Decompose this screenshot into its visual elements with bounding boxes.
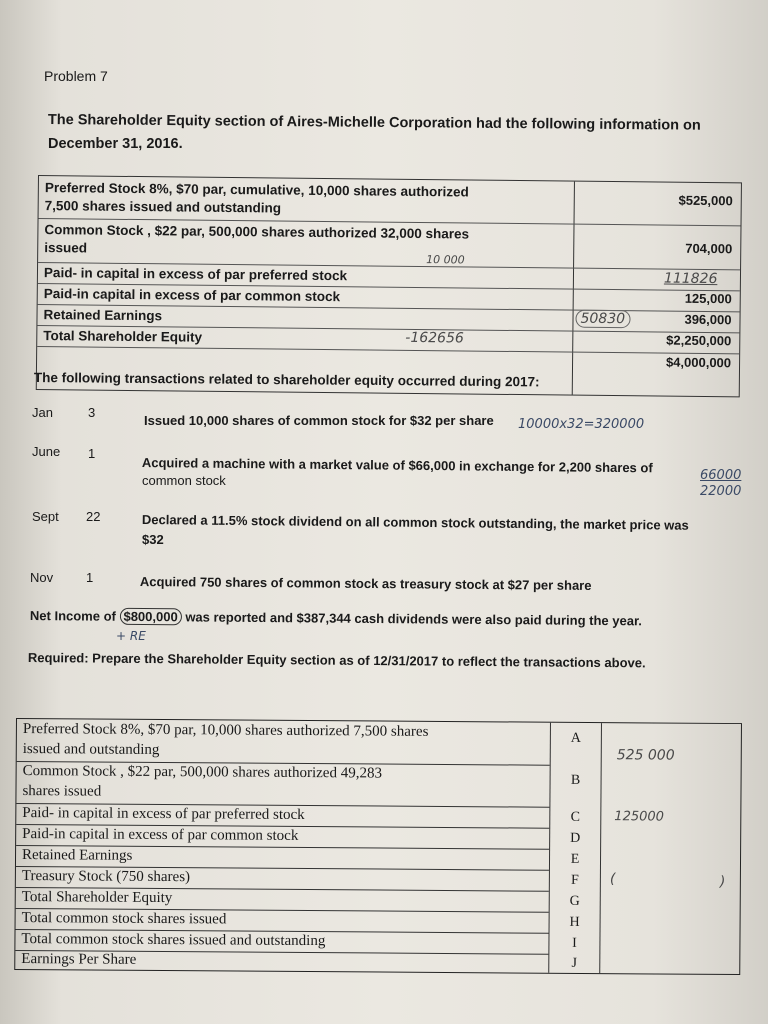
txn-month: Jan: [32, 405, 53, 420]
row-label-common-2: issued: [44, 240, 88, 256]
row-label-preferred-2: 7,500 shares issued and outstanding: [44, 198, 282, 216]
answer-row-shares-outstanding: Total common stock shares issued and outstanding: [21, 931, 326, 950]
net-income-prefix: Net Income of: [29, 608, 120, 624]
txn-text: Acquired a machine with a market value of $66,000 in exchange for 2,200 shares of: [141, 455, 653, 476]
amount-preferred: $525,000: [678, 192, 733, 209]
handwritten-answer-a: 525 000: [616, 747, 675, 764]
answer-letter: E: [570, 851, 580, 867]
answer-letter: I: [572, 935, 577, 951]
answer-letter: D: [570, 830, 581, 846]
row-label-pic-common: Paid-in capital in excess of par common stock: [43, 286, 341, 305]
intro-line-1: The Shareholder Equity section of Aires-Michelle Corporation had the following information on: [47, 112, 701, 134]
txn-month: Nov: [30, 570, 54, 585]
net-income-line: [30, 608, 642, 628]
handwritten-close-paren: ): [719, 873, 726, 890]
amount-pic-common: 396,000: [684, 311, 732, 328]
answer-row-shares-issued: Total common stock shares issued: [21, 910, 227, 928]
answer-letter: A: [570, 730, 581, 746]
answer-letter: G: [569, 893, 580, 909]
problem-title: Problem 7: [44, 68, 108, 84]
txn-text-2: common stock: [142, 473, 226, 488]
txn-text: Declared a 11.5% stock dividend on all common stock outstanding, the market price was: [141, 512, 689, 533]
answer-row-eps: Earnings Per Share: [21, 951, 137, 968]
answer-row-preferred: Preferred Stock 8%, $70 par, 10,000 shares authorized 7,500 shares: [22, 721, 429, 740]
txn-day: 3: [88, 405, 96, 420]
handwritten-pic-preferred: 111826: [663, 270, 718, 288]
net-income-suffix: was reported and $387,344 cash dividends were also paid during the year.: [181, 609, 643, 629]
answer-row-common: Common Stock , $22 par, 500,000 shares authorized 49,283: [22, 763, 383, 782]
row-label-retained: Retained Earnings: [43, 307, 163, 324]
txn-day: 22: [86, 509, 101, 524]
row-label-common: Common Stock , $22 par, 500,000 shares authorized 32,000 shares: [44, 222, 470, 242]
column-divider: [599, 723, 602, 973]
txn-day: 1: [88, 446, 96, 461]
equity-2016-table: [33, 175, 742, 397]
answer-row-preferred-2: issued and outstanding: [22, 741, 160, 759]
txn-text: Issued 10,000 shares of common stock for $32 per share: [144, 413, 494, 428]
row-divider: [37, 346, 739, 354]
amount-total: $4,000,000: [665, 354, 732, 371]
handwritten-shares-note: 10 000: [426, 253, 465, 267]
handwritten-pic-common: 50830: [575, 310, 630, 329]
amount-retained: $2,250,000: [666, 332, 732, 349]
amount-pic-preferred: 125,000: [684, 290, 732, 307]
txn-text-2: $32: [142, 532, 164, 547]
answer-row-pic-common: Paid-in capital in excess of par common stock: [22, 826, 299, 844]
handwritten-june-shares: 22000: [700, 484, 742, 499]
answer-letter: C: [570, 809, 581, 825]
net-income-amount: $800,000: [119, 608, 181, 626]
txn-month: June: [32, 444, 61, 459]
intro-line-2: December 31, 2016.: [48, 136, 183, 152]
answer-row-retained: Retained Earnings: [21, 847, 133, 864]
txn-month: Sept: [32, 509, 59, 524]
answer-letter: F: [570, 872, 579, 888]
row-label-preferred: Preferred Stock 8%, $70 par, cumulative, 10,000 shares authorized: [44, 180, 469, 200]
txn-text: Acquired 750 shares of common stock as treasury stock at $27 per share: [139, 574, 592, 593]
row-label-pic-preferred: Paid- in capital in excess of par preferred stock: [43, 265, 348, 284]
handwritten-answer-c: 125000: [614, 809, 665, 825]
answer-row-total-equity: Total Shareholder Equity: [21, 889, 173, 907]
answer-table: [14, 718, 742, 975]
handwritten-plus-re: + RE: [116, 629, 146, 643]
txn-day: 1: [86, 570, 94, 585]
answer-letter: B: [570, 772, 581, 788]
handwritten-jan-calc: 10000x32=320000: [518, 417, 645, 432]
handwritten-retained: -162656: [405, 329, 464, 347]
transactions-heading: The following transactions related to shareholder equity occurred during 2017:: [33, 370, 540, 390]
answer-row-treasury: Treasury Stock (750 shares): [21, 868, 191, 886]
amount-common: 704,000: [685, 240, 733, 257]
answer-letter: H: [569, 914, 580, 930]
required-line: Required: Prepare the Shareholder Equity section as of 12/31/2017 to reflect the transactions above.: [27, 650, 646, 671]
handwritten-june-value: 66000: [700, 468, 742, 483]
answer-row-pic-preferred: Paid- in capital in excess of par preferred stock: [22, 805, 305, 824]
answer-row-common-2: shares issued: [22, 783, 102, 800]
answer-letter: J: [571, 955, 578, 971]
row-label-total: Total Shareholder Equity: [43, 328, 203, 345]
handwritten-open-paren: (: [609, 871, 616, 888]
